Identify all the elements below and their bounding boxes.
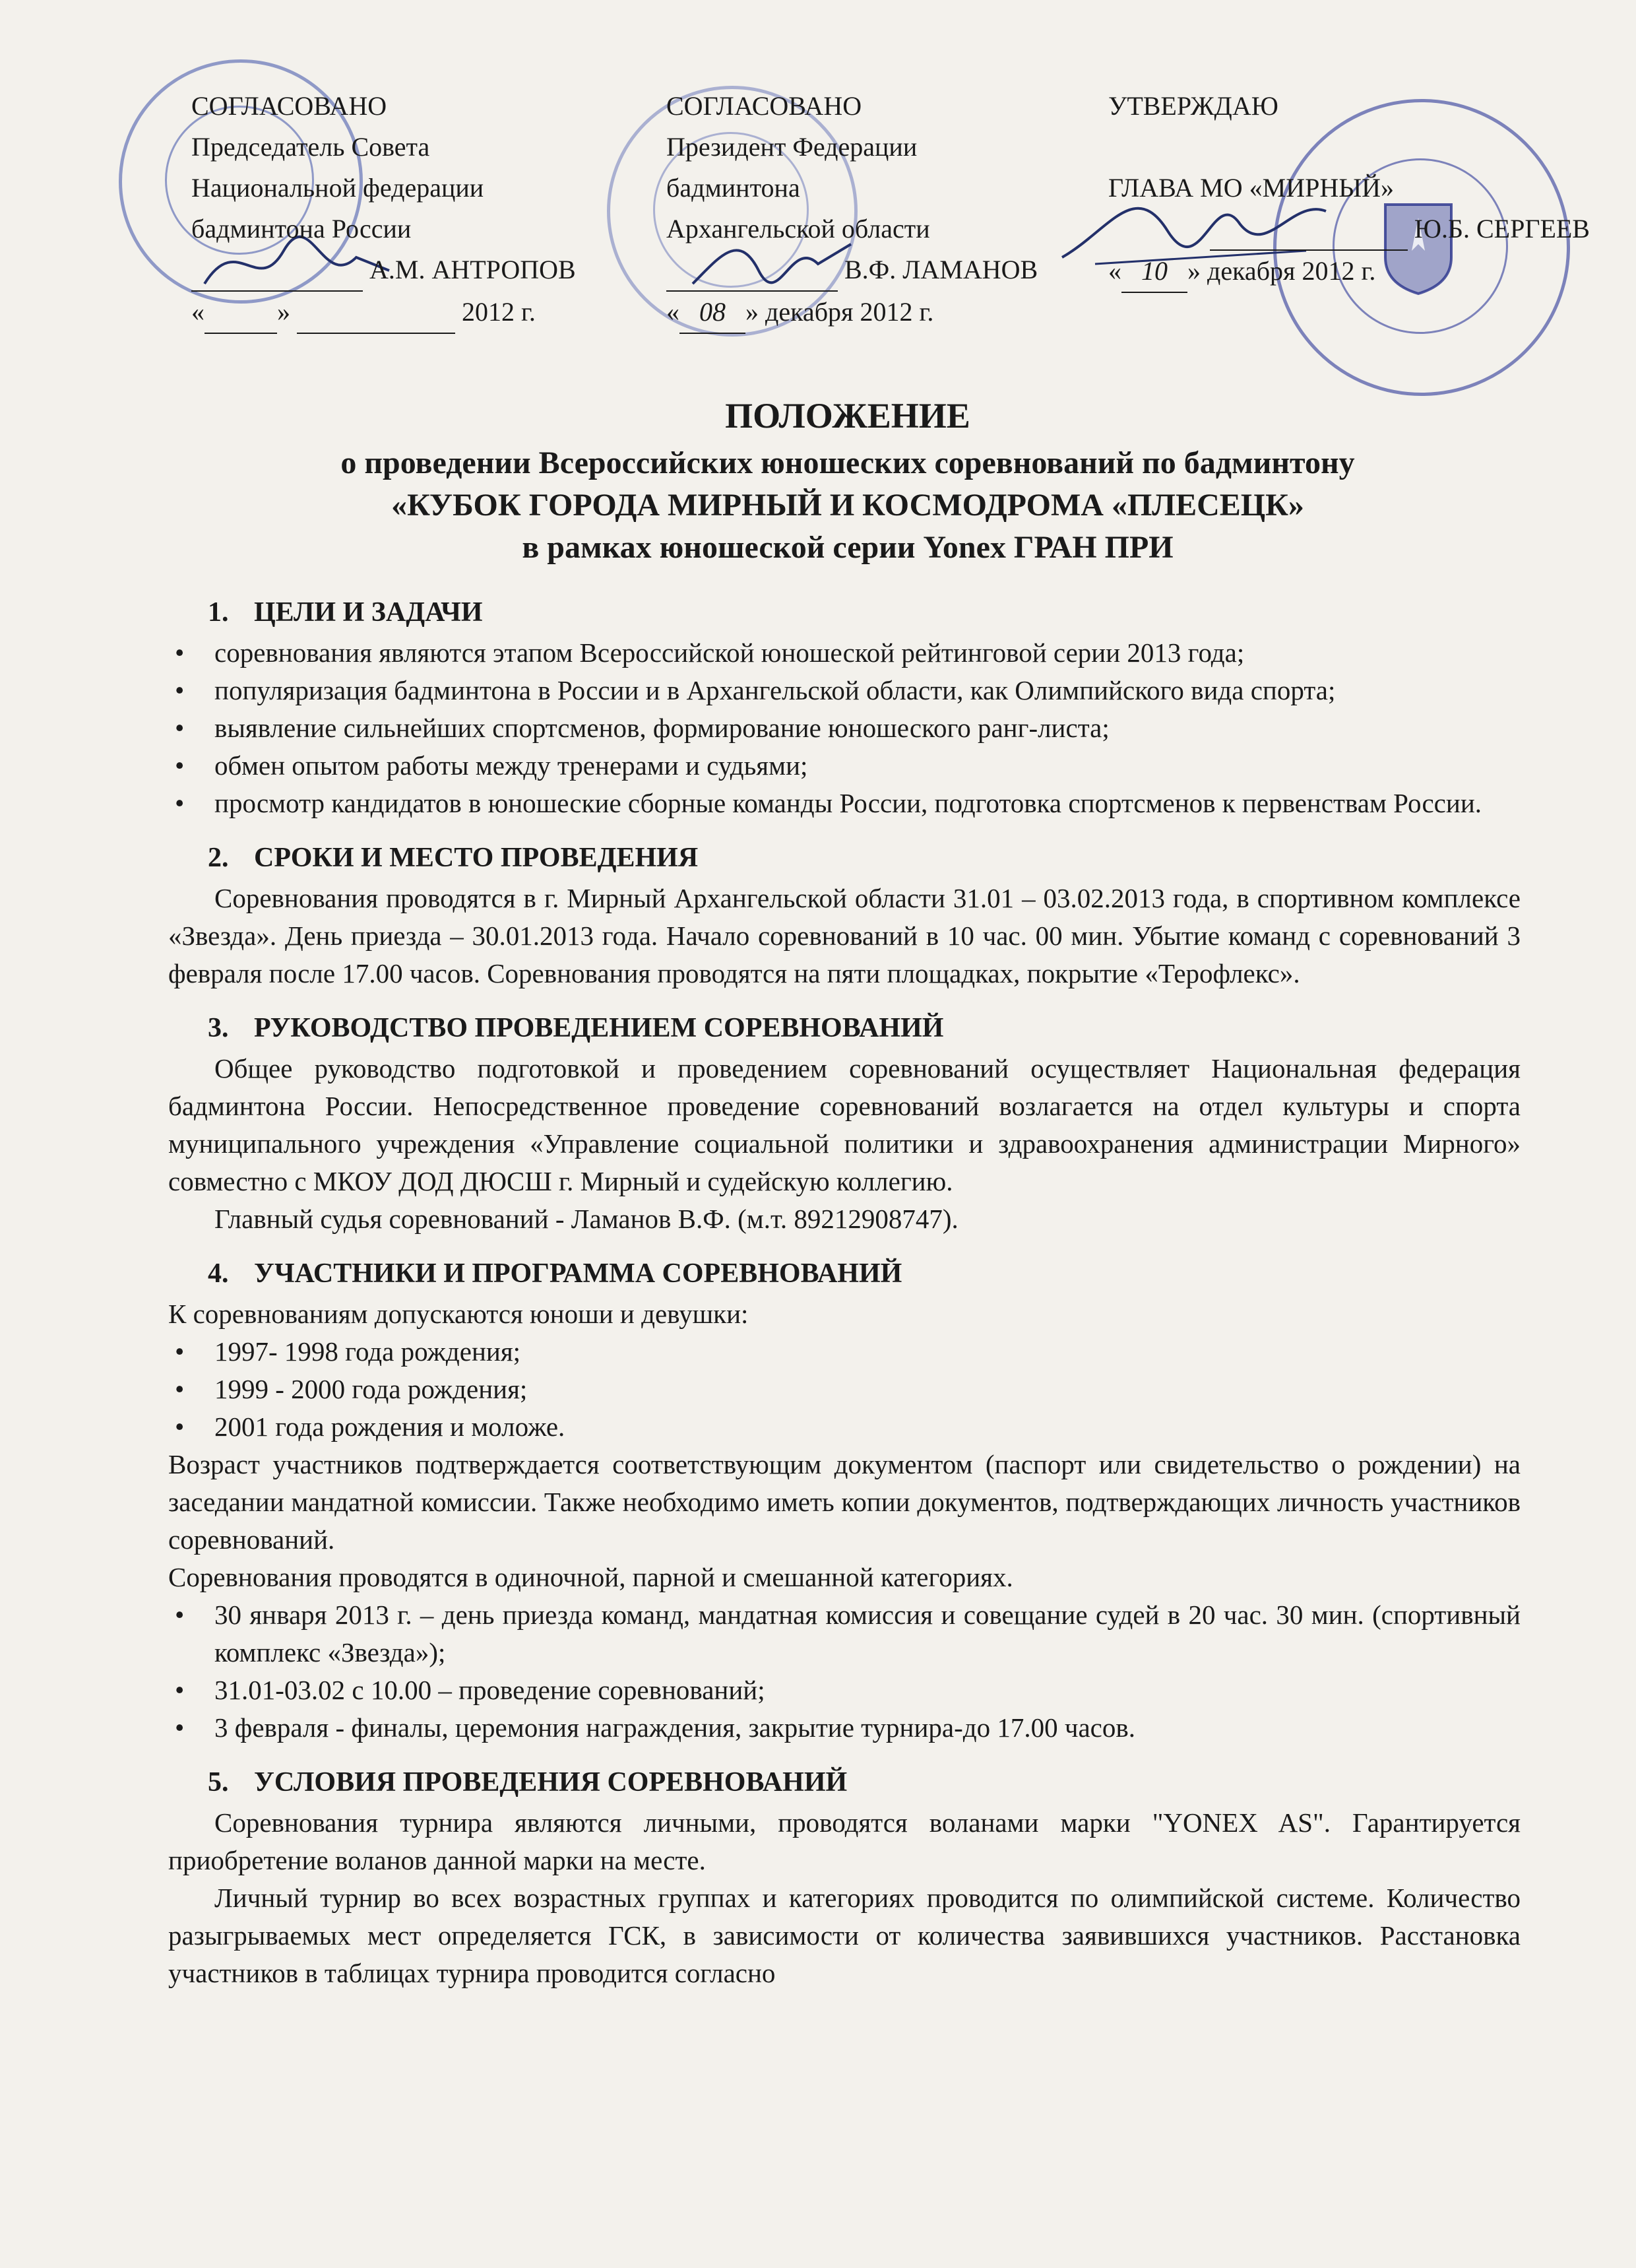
approval-line: Председатель Совета	[191, 132, 430, 162]
list-item: • соревнования являются этапом Всероссийской юношеской рейтинговой серии 2013 года;	[214, 634, 1521, 672]
management-paragraph: Общее руководство подготовкой и проведением соревнований осуществляет Национальная федерация бадминтона России. Непосредственное проведение соревнований возлагается на отдел культуры и спорта муниципального учреждения «Управление социальной политики и здравоохранения администрации Мирного» совместно с МКОУ ДОД ДЮСШ г. Мирный и судейскую коллегию.	[168, 1053, 1521, 1196]
approval-line: Национальной федерации	[191, 173, 484, 203]
approval-line: бадминтона	[666, 173, 800, 203]
list-item: • 30 января 2013 г. – день приезда команд, мандатная комиссия и совещание судей в 20 час. 30 мин. (спортивный комплекс «Звезда»);	[214, 1596, 1521, 1671]
list-item: • обмен опытом работы между тренерами и судьями;	[214, 747, 1521, 785]
section-heading-goals: 1. ЦЕЛИ И ЗАДАЧИ	[208, 597, 483, 628]
title-main: ПОЛОЖЕНИЕ	[725, 396, 970, 436]
conditions-paragraph-1: Соревнования турнира являются личными, проводятся воланами марки "YONEX AS". Гарантируется приобретение воланов данной марки на месте.	[168, 1807, 1521, 1875]
chief-judge-paragraph: Главный судья соревнований - Ламанов В.Ф. (м.т. 89212908747).	[214, 1204, 959, 1234]
approval-heading: СОГЛАСОВАНО	[191, 91, 387, 121]
goals-list	[168, 634, 1521, 822]
approval-name: А.М. АНТРОПОВ	[369, 255, 576, 284]
list-item: • 1999 - 2000 года рождения;	[214, 1371, 1521, 1408]
list-item: • выявление сильнейших спортсменов, формирование юношеского ранг-листа;	[214, 709, 1521, 747]
section-heading-dates: 2. СРОКИ И МЕСТО ПРОВЕДЕНИЯ	[208, 843, 699, 873]
section-heading-conditions: 5. УСЛОВИЯ ПРОВЕДЕНИЯ СОРЕВНОВАНИЙ	[208, 1767, 848, 1798]
approval-name: В.Ф. ЛАМАНОВ	[844, 255, 1038, 284]
approval-heading: СОГЛАСОВАНО	[666, 91, 862, 121]
list-item: • просмотр кандидатов в юношеские сборные команды России, подготовка спортсменов к первенствам России.	[214, 785, 1521, 822]
approval-signature-line	[191, 249, 693, 292]
approval-signature-line	[1108, 209, 1610, 251]
schedule-list	[168, 1596, 1521, 1747]
title-line-1: о проведении Всероссийских юношеских соревнований по бадминтону	[340, 445, 1355, 480]
age-verification-paragraph: Возраст участников подтверждается соответствующим документом (паспорт или свидетельство о рождении) на заседании мандатной комиссии. Также необходимо иметь копии документов, подтверждающих личность участников соревнований.	[168, 1449, 1521, 1555]
title-line-2: «КУБОК ГОРОДА МИРНЫЙ И КОСМОДРОМА «ПЛЕСЕЦК»	[391, 488, 1304, 523]
approval-line: Архангельской области	[666, 214, 930, 243]
list-item: • 31.01-03.02 с 10.00 – проведение соревнований;	[214, 1671, 1521, 1709]
list-item: • 1997- 1998 года рождения;	[214, 1333, 1521, 1371]
age-groups-list	[168, 1333, 1521, 1446]
approval-line: ГЛАВА МО «МИРНЫЙ»	[1108, 173, 1394, 203]
approval-block-arkhangelsk	[666, 86, 1128, 334]
approval-signature-line	[666, 249, 1128, 292]
participants-intro: К соревнованиям допускаются юноши и девушки:	[168, 1299, 749, 1329]
document-title	[172, 389, 1524, 569]
approval-date: « 10 » декабря 2012 г.	[1108, 251, 1610, 293]
document-body	[168, 594, 1521, 1992]
approval-heading: УТВЕРЖДАЮ	[1108, 91, 1278, 121]
list-item: • 2001 года рождения и моложе.	[214, 1408, 1521, 1446]
section-heading-management: 3. РУКОВОДСТВО ПРОВЕДЕНИЕМ СОРЕВНОВАНИЙ	[208, 1013, 944, 1043]
approval-date: « 08 » декабря 2012 г.	[666, 292, 1128, 334]
approval-block-mirny	[1108, 86, 1610, 293]
approval-name: Ю.Б. СЕРГЕЕВ	[1414, 214, 1590, 243]
approval-line: бадминтона России	[191, 214, 412, 243]
approval-block-federation	[191, 86, 693, 334]
dates-paragraph: Соревнования проводятся в г. Мирный Архангельской области 31.01 – 03.02.2013 года, в спортивном комплексе «Звезда». День приезда – 30.01.2013 года. Начало соревнований в 10 час. 00 мин. Убытие команд с соревнований 3 февраля после 17.00 часов. Соревнования проводятся на пяти площадках, покрытие «Терофлекс».	[168, 883, 1521, 988]
conditions-paragraph-2: Личный турнир во всех возрастных группах и категориях проводится по олимпийской системе. Количество разыгрываемых мест определяется ГСК, в зависимости от количества заявившихся участников. Расстановка участников в таблицах турнира проводится согласно	[168, 1883, 1521, 1988]
approval-date: « » 2012 г.	[191, 292, 693, 334]
approval-line: Президент Федерации	[666, 132, 918, 162]
list-item: • популяризация бадминтона в России и в Архангельской области, как Олимпийского вида спорта;	[214, 672, 1521, 709]
section-heading-participants: 4. УЧАСТНИКИ И ПРОГРАММА СОРЕВНОВАНИЙ	[208, 1258, 902, 1289]
list-item: • 3 февраля - финалы, церемония награждения, закрытие турнира-до 17.00 часов.	[214, 1709, 1521, 1747]
title-line-3: в рамках юношеской серии Yonex ГРАН ПРИ	[522, 530, 1174, 565]
categories-paragraph: Соревнования проводятся в одиночной, парной и смешанной категориях.	[168, 1562, 1013, 1592]
